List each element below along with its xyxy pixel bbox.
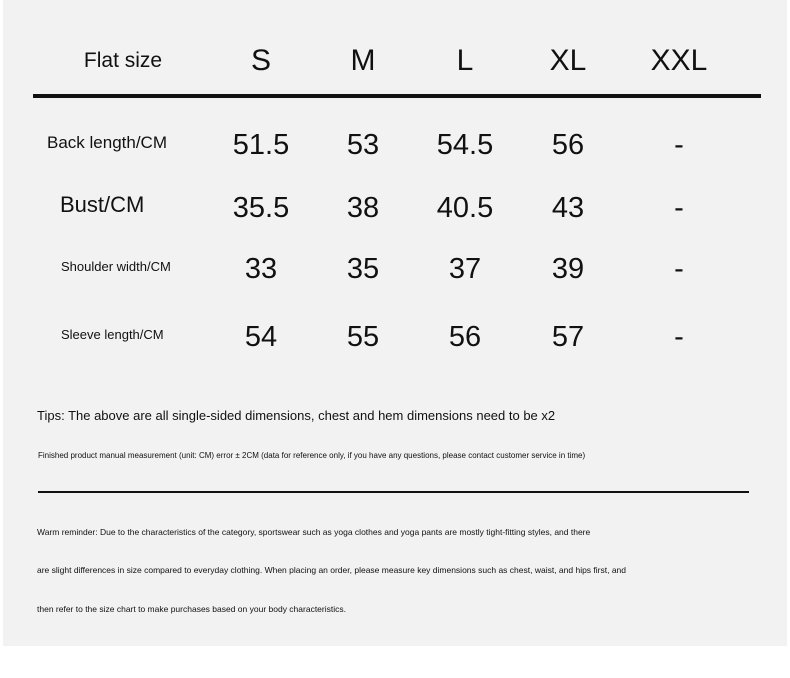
cell-sleeve-length-m: 55 bbox=[346, 321, 380, 353]
header-divider bbox=[33, 94, 761, 98]
cell-back-length-m: 53 bbox=[346, 129, 380, 161]
row-label-back-length: Back length/CM bbox=[47, 133, 167, 152]
cell-sleeve-length-xl: 57 bbox=[551, 321, 585, 353]
cell-sleeve-length-xxl: - bbox=[674, 321, 684, 353]
cell-shoulder-width-xxl: - bbox=[674, 253, 684, 285]
cell-shoulder-width-xl: 39 bbox=[551, 253, 585, 285]
cell-bust-m: 38 bbox=[346, 192, 380, 224]
cell-sleeve-length-l: 56 bbox=[448, 321, 482, 353]
warm-reminder-line-1: Warm reminder: Due to the characteristics of the category, sportswear such as yoga clothes and yoga pants are mostly tight-fitting styles, and there bbox=[37, 527, 591, 537]
cell-back-length-xl: 56 bbox=[551, 129, 585, 161]
notes-divider bbox=[38, 491, 749, 493]
measurement-note: Finished product manual measurement (unit: CM) error ± 2CM (data for reference only, if you have any questions, please contact customer service in time) bbox=[38, 451, 586, 460]
cell-bust-l: 40.5 bbox=[436, 192, 494, 224]
cell-bust-xl: 43 bbox=[551, 192, 585, 224]
row-label-bust: Bust/CM bbox=[60, 192, 145, 217]
cell-shoulder-width-l: 37 bbox=[448, 253, 482, 285]
cell-back-length-xxl: - bbox=[674, 129, 684, 161]
cell-back-length-l: 54.5 bbox=[436, 129, 494, 161]
cell-sleeve-length-s: 54 bbox=[244, 321, 278, 353]
header-size-l: L bbox=[456, 44, 474, 77]
cell-bust-xxl: - bbox=[674, 192, 684, 224]
cell-shoulder-width-m: 35 bbox=[346, 253, 380, 285]
header-size-m: M bbox=[350, 44, 376, 77]
warm-reminder-line-2: are slight differences in size compared to everyday clothing. When placing an order, please measure key dimensions such as chest, waist, and hips first, and bbox=[37, 565, 627, 575]
cell-shoulder-width-s: 33 bbox=[244, 253, 278, 285]
cell-back-length-s: 51.5 bbox=[232, 129, 290, 161]
row-label-sleeve-length: Sleeve length/CM bbox=[61, 327, 164, 342]
row-label-shoulder-width: Shoulder width/CM bbox=[61, 259, 171, 274]
header-flat-size: Flat size bbox=[83, 49, 163, 72]
cell-bust-s: 35.5 bbox=[232, 192, 290, 224]
header-size-xl: XL bbox=[549, 44, 587, 77]
header-size-xxl: XXL bbox=[650, 44, 708, 77]
warm-reminder-line-3: then refer to the size chart to make purchases based on your body characteristics. bbox=[37, 604, 346, 614]
header-size-s: S bbox=[250, 44, 271, 77]
size-chart-card bbox=[3, 0, 787, 646]
tips-text: Tips: The above are all single-sided dimensions, chest and hem dimensions need to be x2 bbox=[37, 408, 556, 423]
